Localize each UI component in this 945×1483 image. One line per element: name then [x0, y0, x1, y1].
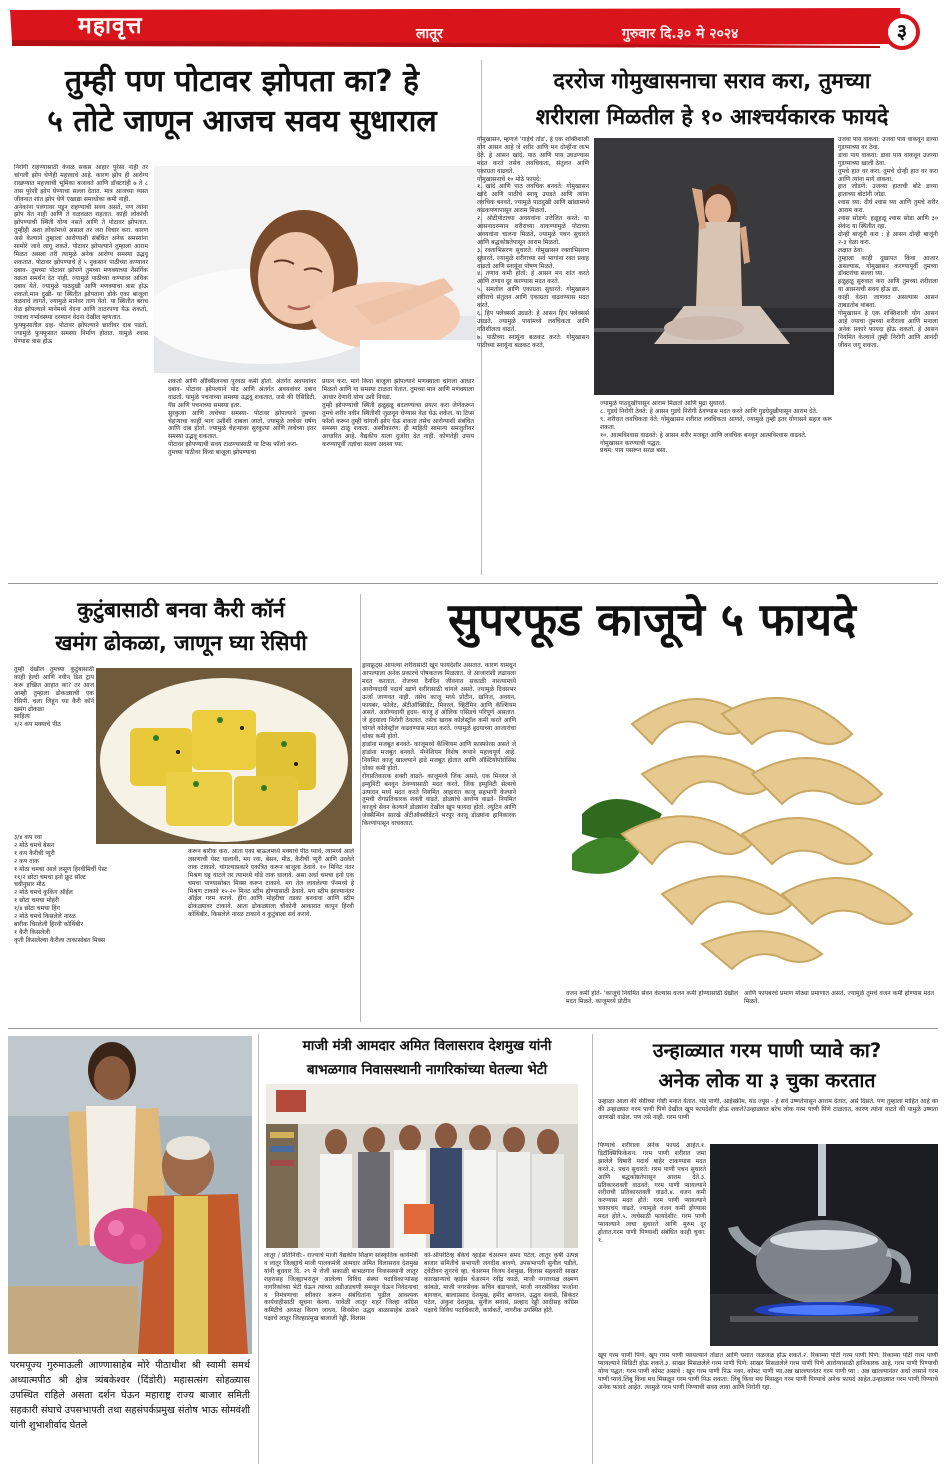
column-divider — [360, 594, 361, 1022]
hotwater-headline: उन्हाळ्यात गरम पाणी प्यावे का? अनेक लोक या ३ चुका करतात — [652, 1039, 882, 1092]
page-number: ३ — [896, 19, 908, 43]
dhokla-intro: तुम्ही देखील तुमच्या कुटुंबासाठी काही हेल्दी आणि नवीन डिश ट्राय करू इच्छित आहात का? तर आज आम्ही तुम्हाला ढोकळ्याची एक रेसिपी. चला लिहून घ्या कैरी कॉर्न खमंग ढोकळा साहित्य १/२ कप मक्याचे पीठ — [14, 666, 94, 729]
cashew-caption-col2: आणि फायबरचे प्रमाण मोठ्या प्रमाणात असते. ज्यामुळे तुमचे वजन कमी होण्यास मदत मिळते. — [744, 990, 934, 1005]
cashew-body: ड्रायफ्रूट्स आपल्या शरीरासाठी खूप फायदेशीर असतात. कारण यामधून आपल्याला अनेक प्रकारचे पोषकतत्त्व मिळतात. जे आजारांशी लढायला मदत करतात. रोजच्या दैनंदिन जीवनात सकाळी नाश्त्यामध्ये आरोग्यदायी पदार्थ खाणे शरीरासाठी चांगले असते. ज्यामुळे दिवसभर ऊर्जा जाणवत नाही. तसेच काजू मध्ये प्रोटीन, खनिज, अवयन, फायबर, फोलेट, अँटीऑक्सिडेंट, मिनरल, व्हिटॅमिन आणि कॅल्शियम असते. आरोग्यदायी हृदय- काजू हे ओलिक एसिडचे परिपूर्ण असतात. जे हृदयाला निरोगी ठेवतात. तसेच खराब कोलेस्ट्रॉल कमी करते आणि चांगले कोलेस्ट्रॉल वाढवण्यास मदत करते. ज्यामुळे हृदयाच्या आजारांचा धोका कमी होतो. हाडांना मजबूत बनवते- काजूमध्ये कॅल्शियम आणि फास्फोरस असते जे हाडांना मजबूत बनवते. मॅग्नेशियम विशेष रूपाने महत्त्वपूर्ण आहे. नियमित काजू खाल्ल्याने हाडे मजबूत होतात आणि ऑस्टियोपोरोसिस धोका कमी होतो. रोगप्रतिकारक शक्ती वाढते- काजूमध्ये जिंक असते, एक मिनरल जे इम्युनिटी बनवून ठेवण्यासाठी मदत करते. जिंक इम्युनिटी सेल्सचे उत्पादन मध्ये मदत करते नियमित आहारात काजू सहभागी केल्याने तुमची रोगप्रतिकारक शक्ती वाढते. डोळ्यांचे आरोग्य वाढते- नियमित काजूचे सेवन केल्याने डोळ्यांना देखील खूप फायदा होतो. ल्यूटिन आणि जेक्सैन्थिन सारखे अँटीऑक्सीडेंटने भरपूर काजू डोळ्यांना हानिकारक किरणांपासून वाचवतात. — [362, 662, 516, 828]
paper-name: महावृत्त — [78, 13, 143, 39]
cashew-photo — [522, 664, 936, 986]
sleeping-woman-photo — [154, 166, 476, 373]
yoga-gomukhasana-photo — [594, 138, 834, 395]
dhokla-ingredients: ३/४ कप रवा २ मोठे चमचे बेसन १ कप कैरीची प्युरी २ कप ताक १ मोठा चमचा आले लसूण हिरवीमिर्ची पेस्ट ११/२ छोटा चमचा इनो फ्रूट सॉल्ट चवीनुसार मीठ २ मोठे चमचे कुकिंग ऑईल १ छोटा चमचा मोहरी १/४ छोटा चमचा हिंग २ मोठे चमचे किसलेले नारळ बारीक चिरलेली हिरवी कोथिंबीर १ कैरी किसलेली कृती किसलेल्या कैरीला ताकासोबत मिक्स — [14, 834, 107, 944]
sleep-headline: तुम्ही पण पोटावर झोपता का? हे ५ तोटे जाणून आजच सवय सुधाराल — [47, 64, 437, 139]
deshmukh-body-col1: लातूर / प्रतिनिधी:- राज्याचे माजी वैद्यकीय शिक्षण सांस्कृतिक कार्यमंत्री व लातूर जिल्ह्याचे माजी पालकमंत्री आमदार अमित विलासराव देशमुख यांनी बुधवार दि. २९ मे रोजी सकाळी बाभळगाव निवासस्थानी लातूर शहरासह जिल्ह्याभरातून आलेल्या विविध संस्था पदाधिकाऱ्यांसह नागरिकांच्या भेटी घेऊन त्यांच्या अडीअडचणी समजून घेऊन निवेदनाचा व निमंत्रणाचा स्वीकार करून संबंधितांना पुढील आवश्यक कार्यवाहीसाठी सूचना केल्या. यावेळी लातूर शहर जिल्हा काँग्रेस कमिटीचे अध्यक्ष किरण जाधव, शिवसेना उद्धव बाळासाहेब ठाकरे पक्षाचे लातूर जिल्हाप्रमुख बालाजी रेड्डी, विलास — [264, 1252, 418, 1323]
hot-water-kettle-photo — [710, 1144, 938, 1346]
yoga-headline: दररोज गोमुखासनाचा सराव करा, तुमच्या शरीराला मिळतील हे १० आश्चर्यकारक फायदे — [535, 69, 889, 130]
city-name: लातूर — [416, 26, 443, 42]
dhokla-method: करून बारीक करा. आता एका बाऊलमध्ये मक्याचे पीठ घ्यावे, त्यामध्ये आले लसणाची पेस्ट घालावी, मग रवा, बेसन, मीठ, कैरीची प्युरी आणि उरलेले ताक टाकावे. चांगल्याप्रकारे एकत्रित करून बाजूला ठेवावे. १० मिनिट नंतर मिश्रण घट्ट वाटले तर त्यामध्ये थोडे ताक घालावे. असा अर्धा चमचा इनो एक चमचा पाण्यासोबत मिक्स करून टाकावे. मग तेल लावलेल्या पॅनमध्ये हे मिश्रण टाकावे १५-२० मिनट स्टीम होण्यासाठी ठेवावे. मग स्टीम झाल्यानंतर ऑईल गरम करावे. हींग आणि मोहरीचा तडका बनवावा आणि स्टीम ढोकळ्यावर टाकावे. आता ढोकळ्याला चौकोनी आकारात कापून हिरवी कोथिंबीर, किसलेले नारळ टाकावे व कुटुंबाला सर्व करावे. — [188, 848, 354, 919]
blessing-caption: परमपूज्य गुरुमाऊली आण्णासाहेब मोरे पीठाधीश श्री स्वामी समर्थ अध्यात्मपीठ श्री क्षेत्र त्र्यंबकेश्वर (दिंडोरी) महासत्संग सोहळ्यास उपस्थित राहिले असता दर्शन घेऊन महाराष्ट्र राज्य बाजार समिती सहकारी संघाचे उपसभापती तथा सहसंपर्कप्रमुख संतोष भाऊ सोमवंशी यांनी शुभाशीर्वाद घेतले — [10, 1360, 250, 1431]
hotwater-body-col: पिण्याचे शरीराला अनेक फायदे आहेत.१. डिटॉक्सिफिकेशन: गरम पाणी शरीरात जमा झालेले विषारी पदार्थ बाहेर टाकण्यास मदत करते.२. पचन सुधारते: गरम पाणी पचन सुधारते आणि बद्धकोष्ठतेपासून आराम देते.३. प्रतिकारशक्ती वाढवते: गरम पाणी प्यायल्याने शरीराची प्रतिकारशक्ती वाढते.४. वजन कमी करण्यास मदत होते: गरम पाणी प्यायल्याने चयापचय वाढते, ज्यामुळे वजन कमी होण्यास मदत होते.५. त्वचेसाठी फायदेशीर: गरम पाणी प्यायल्याने त्वचा सुधारते आणि मुरुम दूर होतात.गरम पाणी पिण्याशी संबंधित काही चुका: १. — [598, 1142, 706, 1244]
cashew-illustration — [522, 664, 936, 986]
sleep-body-col3: प्रयत्न करा. मागे किंवा बाजूला झोपल्याने मणक्याला चांगला आधार मिळतो आणि या समस्या टाळता येतात. तुमच्या मान आणि मणक्याला आधार देणारी योग्य उशी निवडा. तुम्ही झोपण्याची स्थिती हळूहळू बदलण्याचा प्रयत्न करा जेणेकरून तुमचे शरीर नवीन स्थितीशी जुळवून घेण्यास वेळ घेऊ शकेल. या टिप्स फॉलो करून तुम्ही चांगली झोप घेऊ शकता तसेच आरोग्याशी संबंधित समस्या टाळू शकता. अस्वीकारण: ही माहिती सामान्य समजुतीवर आधारित आहे. वैद्यकीय याला दुजोरा देत नाही. कोणतेही उपाय करण्यापूर्वी तज्ञांचा सल्ला अवश्य घ्या. — [322, 378, 474, 449]
hotwater-outro: खूप गरम पाणी पिणे: खूप गरम पाणी प्यायल्याने तोंडात आणि घशात जळजळ होऊ शकते.२. रिकाम्या पोटी गरम पाणी पिणे: रिकाम्या पोटी गरम पाणी प्यायल्याने सिडिटी होऊ शकते.३. साखर मिसळलेले गरम पाणी पिणे: साखर मिसळलेले गरम पाणी पिणे आरोग्यासाठी हानिकारक आहे. गरम पाणी पिण्याची योग्य पद्धत: गरम पाणी कोमट असावे : खूप गरम पाणी पिऊ नका, कोमट पाणी प्या.अन्न खाल्ल्यानंतर गरम पाणी प्या : अन्न खाल्ल्यानंतर अर्धा तासाने गरम पाणी प्यावे.लिंबू किंवा मध मिसळून गरम पाणी पिऊ शकता: लिंबू किंवा मध मिसळून गरम पाणी पिण्याचे अनेक फायदे आहेत.उन्हाळ्यात गरम पाणी पिण्याचे अनेक फायदे आहेत. त्यामुळे गरम पाणी पिण्याची सवय लावा आणि निरोगी रहा. — [598, 1352, 938, 1391]
dhokla-illustration — [96, 668, 352, 844]
deshmukh-body-col2: को-ऑपरेटिव्ह बँकेचे व्हाईस चेअरमन समद पटेल, लातूर कृषी उत्पन्न बाजार समितीचे सभापती जगदीश बावणे, उपसभापती सुनील पडीले, ट्वेंटीवन शुगरचे व्हा. चेअरमन विजय देशमुख, विलास सहकारी साखर कारखान्याचे व्हाईस चेअरमन रवींद्र काळे, माजी नगराध्यक्ष लक्ष्मण कांबळे, माजी नगरसेवक सचिन बंडापल्ले, माजी नगरसेविका फर्जाना बागवान, बालाप्रसाद देशमुख, हमीद बागवान, उद्धव सवासे, सिकंदर पटेल, अंकुश देशमुख, सुनील सवासे, प्रल्हाद रेड्डी आदीसह काँग्रेस पक्षाचे विविध पदाधिकारी, कार्यकर्ते, नागरीक उपस्थित होते. — [424, 1252, 578, 1315]
sleep-body-col2: शकतो आणि ऑक्सिजनचा पुरवठा कमी होतो. अंतर्गत अवयवांवर दबाव- पोटावर झोपल्याने पोट आणि अंतर्गत अवयवांवर दबाव वाढतो. यामुळे पचनाच्या समस्या उद्भवू शकतात, जसे की ऍसिडिटी, गॅस आणि पचनाच्या समस्या इतर. सुरकुत्या आणि त्वचेच्या समस्या- पोटावर झोपल्याने तुमच्या चेहऱ्याचा काही भाग उशीशी दाबला जातो, ज्यामुळे त्वचेवर घर्षण आणि दाब होतो. ज्यामुळे चेहऱ्यावर सुरकुत्या आणि त्वचेच्या इतर समस्या उद्भवू शकतात. पोटावर झोपण्याची सवय टाळण्यासाठी या टिप्स फॉलो करा- तुमच्या पाठीवर किंवा बाजूला झोपण्याचा — [168, 378, 316, 457]
yoga-body-col1: गोमुखासन, म्हणजे 'गाईचे तोंड', हे एक शक्तिशाली योग आसन आहे जे शरीर आणि मन दोन्हींना लाभ देते. हे आसन खांदे, पाठ आणि पाय उघडण्यास मदत करते तसेच लवचिकता, संतुलन आणि एकाग्रता वाढवते. गोमुखासनाचे १० मोठे फायदे: १. खांदे आणि पाठ लवचिक बनवते: गोमुखासन खांदे आणि पाठीचे स्नायू उघडते आणि त्यांना लवचिक बनवते, ज्यामुळे पाठदुखी आणि खांद्यामध्ये कडकपणापासून आराम मिळतो. २. ओटीपोटाच्या अवयवांना उत्तेजित करते: या आसनादरम्यान शरीराच्या वाकण्यामुळे पोटाच्या अवयवांना चालना मिळते, ज्यामुळे पचन सुधारते आणि बद्धकोष्ठतेपासून आराम मिळतो. ३. रक्ताभिसरण सुधारते: गोमुखासन रक्ताभिसरण सुधारते, ज्यामुळे शरीराच्या सर्व भागांना रक्त प्रवाह वाढतो आणि स्नायूंना पोषण मिळते. ४. तणाव कमी होतो: हे आसन मन शांत करते आणि तणाव दूर करण्यास मदत करते. ५. समतोल आणि एकाग्रता सुधारते: गोमुखासन शरीराचे संतुलन आणि एकाग्रता वाढवण्यास मदत करते. ६. हिप फ्लेक्सर्स उघडते: हे आसन हिप फ्लेक्सर्स उघडते, ज्यामुळे पायांमध्ये लवचिकता आणि गतिशीलता वाढते. ७. पाठीच्या स्नायूंना बळकट करते: गोमुखासन पाठीच्या स्नायूंना बळकट करते, — [477, 136, 589, 349]
deshmukh-headline: माजी मंत्री आमदार अमित विलासराव देशमुख यांनी बाभळगाव निवासस्थानी नागरिकांच्या घेतल्या भेटी — [302, 1038, 552, 1078]
sleep-body-col1: निरोगी राहण्यासाठी केवळ सकस आहार पुरेसा नाही तर चांगली झोप घेणेही महत्त्वाचे आहे. कारण झोप ही आरोग्य राखण्यात महत्त्वाची भूमिका बजावते आणि डॉक्टरांही ७ ते ८ तास पुरेशी झोप घेण्याचा सल्ला देतात. मात्र आजच्या व्यस्त जीवनात शांत झोप घेणे एखाद्या समाधोका कमी नाही. अनेकांना पलंगावर पडून राहण्याची सवय असते, पण त्यांना झोप येत नाही आणि ते वळवळत राहतात. काही लोकांची झोपण्याची स्थिती योग्य नसते आणि ते पोटावर झोपतात. तुम्हीही अशा लोकांमध्ये असाल तर जरा विचार करा. कारण असे केल्याने तुम्हाला आरोग्याशी संबंधित अनेक समस्यांना सामोरे जावे लागू शकते. पोटावर झोपल्याने तुम्हाला आराम मिळत असला तरी त्यामुळे अनेक आरोग्य समस्या उद्भवू शकतात. पोटावर झोपण्याचे हे ५ नुकसान पाठीच्या कण्यावर दबाव- तुमच्या पोटावर झोपणे तुमच्या मणक्याच्या नैसर्गिक वक्रता समर्थन देत नाही, ज्यामुळे पाठीच्या कण्यावर अधिक दबाव येते. ज्यामुळे पाठदुखी आणि मणक्याचा त्रास होऊ शकतो.मान दुखी- या स्थितीत झोपताना डोके एका बाजूला वळवावे लागते, ज्यामुळे मानेवर ताण येतो. या स्थितीत बराच वेळ झोपल्याने मानेमध्ये वेदना आणि ताठरपणा येऊ शकतो, ज्याला गर्भावस्थ्या दरम्यान वेदना देखील म्हणतात. फुफ्फुसातील दाह- पोटावर झोपल्याने छातीवर दाब पडतो, ज्यामुळे फुफ्फुसात समस्या निर्माण होतात. यामुळे श्वास घेण्यास त्रास होऊ — [14, 164, 148, 345]
blessing-photo — [8, 1036, 252, 1354]
cashew-headline: सुपरफूड काजूचे ५ फायदे — [447, 593, 857, 646]
dhokla-photo — [96, 668, 352, 844]
issue-date: गुरुवार दि.३० मे २०२४ — [622, 26, 739, 42]
column-divider — [258, 1034, 259, 1464]
column-divider — [592, 1034, 593, 1464]
yoga-body-col3: उजवा पाय वाकवा: उजवा पाय वाकवून डाव्या गुडघ्याच्या वर ठेवा. डावा पाय वाकवा: डावा पाय वाकवून उजव्या गुडघ्याच्या खाली ठेवा. तुमचे हात वर करा: तुमचे दोन्ही हात वर करा आणि त्यांना मागे वाकवा. हात जोडणे: उजव्या हाताची बोटे डाव्या हाताच्या बोटांनी जोडा. श्वास घ्या: दीर्घ श्वास घ्या आणि तुमचे शरीर आराम करा. श्वास सोडणे: हळूहळू श्वास सोडा आणि ३० सेकंद या स्थितीत रहा. दोन्ही बाजूंनी करा : हे आसन दोन्ही बाजूंनी २-३ वेळा करा. लक्षात ठेवा: तुम्हाला काही दुखापत किंवा आजार असल्यास, गोमुखासन करण्यापूर्वी तुमच्या डॉक्टरांचा सल्ला घ्या. हळूहळू सुरुवात करा आणि तुमच्या शरीराला या आसनाची सवय होऊ द्या. काही वेदना जाणवत असल्यास आसन ताबडतोब थांबवा. गोमुखासन हे एक शक्तिशाली योग आसन आहे ज्याचा तुमच्या शरीराला आणि मनाला अनेक प्रकारे फायदा होऊ शकतो. हे आसन नियमित केल्याने तुम्ही निरोगी आणि आनंदी जीवन जगू शकता. — [838, 136, 938, 349]
section-divider-top — [8, 583, 938, 584]
deshmukh-group-photo — [266, 1084, 578, 1248]
sleeping-woman-illustration — [154, 166, 476, 373]
hotwater-intro: उन्हाळा आला की थंडीच्या गोष्टी मनात येतात. थंड पाणी, आईस्क्रीम, थंड ज्यूस - हे सर्व उष्णतेपासून आराम देतात, असे दिसते. पण तुम्हाला माहित आहे का की उन्हाळ्यात गरम पाणी पिणे देखील खूप फायदेशीर होऊ शकते?उन्हाळ्यात बरेच लोक गरम पाणी पिणे टाळतात, कारण त्यांना वाटते की यामुळे उष्णता आणखी वाढेल. पण तसे नाही. गरम पाणी — [598, 1098, 938, 1121]
yoga-woman-illustration — [594, 138, 834, 395]
blessing-illustration — [8, 1036, 252, 1354]
dhokla-headline: कुटुंबासाठी बनवा कैरी कॉर्न खमंग ढोकळा, जाणून घ्या रेसिपी — [55, 598, 307, 655]
masthead — [0, 0, 945, 52]
group-meeting-illustration — [266, 1084, 578, 1248]
glass-kettle-illustration — [710, 1144, 938, 1346]
yoga-body-col2: ज्यामुळे पाठदुखीपासून आराम मिळतो आणि मुद्रा सुधारते. ८. गुडघे निरोगी ठेवते: हे आसन गुडघे निरोगी ठेवण्यास मदत करते आणि गुडघेदुखीपासून आराम देते. ९. शरीरात लवचिकता येते: गोमुखासन शरीरात लवचिकता आणते, ज्यामुळे तुम्ही इतर योगासने सहज करू शकता. १०. आत्मविश्वास वाढवते: हे आसन शरीर मजबूत आणि लवचिक बनवून आत्मविश्वास वाढवते. गोमुखासन करण्याची पद्धत: प्रथम: पाय पसरून सरळ बसा. — [600, 400, 832, 455]
cashew-caption-col1: वजन कमी होते- 'काजूचे नियमित सेवन केल्यास वजन कमी होण्यासाठी देखील मदत मिळते. काजूमध्ये प्रोटीन — [566, 990, 738, 1005]
section-divider-bottom — [8, 1028, 938, 1029]
